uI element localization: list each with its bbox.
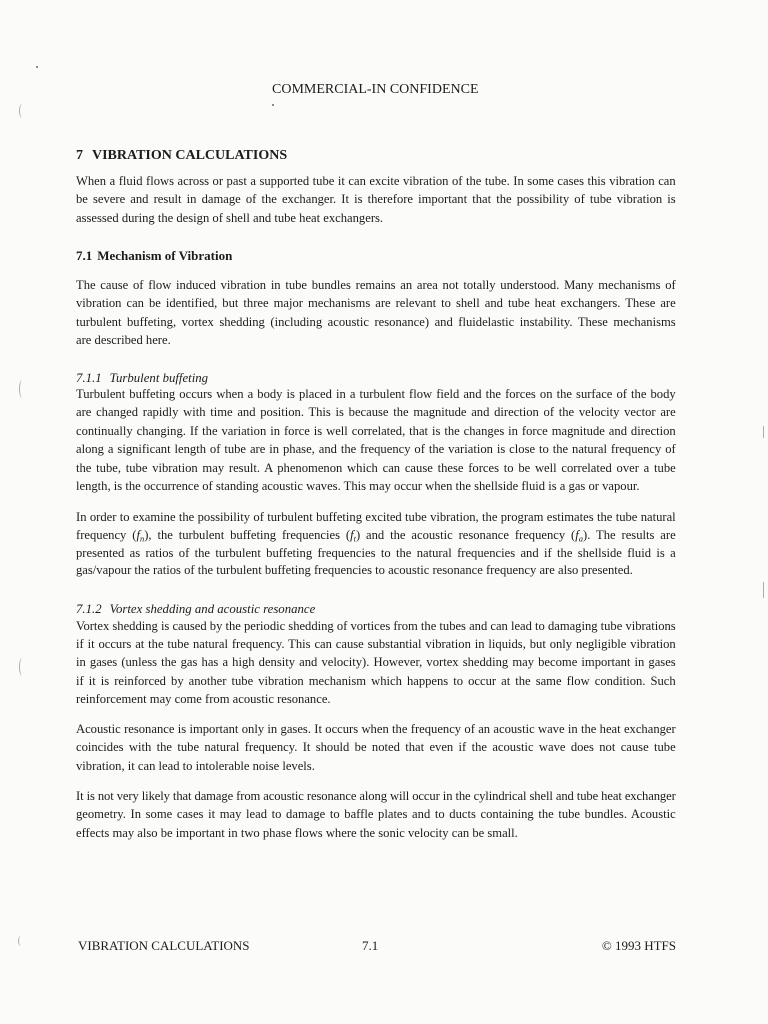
section-title: VIBRATION CALCULATIONS [92, 148, 288, 163]
text-line: in gases (unless the gas has a high density and velocity). However, vortex shedding may become important in gases [76, 655, 676, 670]
text-line: gas/vapour the ratios of the turbulent buffeting frequencies to acoustic resonance frequency are also presented. [76, 563, 633, 578]
footer-copyright: © 1993 HTFS [601, 938, 676, 953]
text-line: geometry. In some cases it may lead to damage to baffle plates and to ducts containing the tube bundles. Acoustic [76, 807, 676, 822]
text-line: In order to examine the possibility of turbulent buffeting excited tube vibration, the program estimates the tube natural [76, 510, 676, 524]
text-line: if it occurs at the tube natural frequency. This can cause substantial vibration in liquids, but only negligible vibration [76, 637, 676, 652]
binder-hole-mark [19, 104, 25, 118]
text-line: be severe and result in damage of the exchanger. It is therefore important that the possibility of tube vibration is [76, 192, 676, 207]
paragraph-vortex-shedding [76, 617, 676, 708]
text-line: turbulent buffeting, vortex shedding (including acoustic resonance) and fluidelastic instability. These mechanisms [76, 314, 676, 329]
text-line: When a fluid flows across or past a supported tube it can excite vibration of the tube. In some cases this vibration can [76, 174, 676, 188]
paragraph-mechanisms [76, 276, 676, 350]
paragraph-intro [76, 172, 676, 227]
binder-hole-mark [19, 658, 25, 676]
footer-chapter-title: VIBRATION CALCULATIONS [78, 938, 250, 953]
text-line: continually changing. If the variation in force is well correlated, that is the changes in force magnitude and direction [76, 423, 676, 438]
subsubsection-heading [76, 599, 315, 619]
text-line: assessed during the design of shell and tube heat exchangers. [76, 210, 384, 225]
turbulent-buffeting-frequency-symbol: f [350, 527, 354, 542]
subsubsection-number: 7.1.2 [76, 602, 102, 616]
binder-hole-mark [18, 936, 24, 946]
text-line: are changed rapidly with time and position. This is because the magnitude and direction of the velocity vector are [76, 405, 676, 420]
page-edge-mark [763, 426, 764, 438]
section-number: 7 [76, 148, 83, 163]
text-line: Acoustic resonance is important only in gases. It occurs when the frequency of an acoustic wave in the heat exchanger [76, 722, 676, 736]
subsubsection-title: Turbulent buffeting [109, 371, 209, 385]
footer-page-number: 7.1 [362, 938, 379, 953]
subsubsection-title: Vortex shedding and acoustic resonance [109, 602, 316, 616]
text-line: Vortex shedding is caused by the periodic shedding of vortices from the tubes and can lead to damaging tube vibrations [76, 619, 676, 633]
text-line: It is not very likely that damage from acoustic resonance along will occur in the cylindrical shell and tube heat exchanger [76, 789, 676, 803]
page-edge-mark [763, 582, 764, 598]
text-run: frequency ( [76, 527, 137, 542]
natural-frequency-symbol: f [136, 527, 140, 542]
scan-speck [272, 104, 274, 106]
text-line: reinforcement may come from acoustic resonance. [76, 691, 331, 706]
text-line: are described here. [76, 333, 171, 348]
subsubsection-number: 7.1.1 [76, 371, 102, 385]
paragraph-turbulent-buffeting [76, 385, 676, 495]
subsection-title: Mechanism of Vibration [97, 248, 233, 263]
paragraph-acoustic-resonance [76, 720, 676, 775]
binder-hole-mark [19, 380, 25, 398]
text-run: ). The results are [583, 527, 676, 542]
confidentiality-header: COMMERCIAL-IN CONFIDENCE [272, 82, 479, 97]
subsection-heading [76, 246, 232, 266]
text-run: ), the turbulent buffeting frequencies ( [144, 527, 351, 542]
acoustic-resonance-frequency-symbol: f [575, 527, 579, 542]
text-line: along a significant length of tube are in phase, and the frequency of the variation is close to the natural frequency of [76, 442, 676, 457]
turbulent-buffeting-frequency-subscript: t [353, 533, 356, 544]
text-line: effects may also be important in two phase flows where the sonic velocity can be small. [76, 825, 518, 840]
text-line: if it is reinforced by another tube vibration mechanism which happens to occur at the same flow condition. Such [76, 673, 676, 688]
text-line: length, is the occurrence of standing acoustic waves. This may occur when the shellside fluid is a gas or vapour. [76, 478, 640, 493]
text-line: the tube, tube vibration may result. A phenomenon which can cause these forces to be well correlated over a tube [76, 460, 676, 475]
text-line [76, 527, 676, 545]
text-line: vibration can be identified, but three major mechanisms are relevant to shell and tube heat exchangers. These are [76, 296, 676, 311]
text-run: ) and the acoustic resonance frequency ( [355, 527, 576, 542]
acoustic-resonance-frequency-subscript: a [578, 533, 584, 544]
text-line: presented as ratios of the turbulent buffeting frequencies to the natural frequencies and if the shellside fluid is a [76, 545, 676, 560]
scan-speck [36, 66, 38, 68]
text-line: vibration, it can lead to intolerable noise levels. [76, 758, 315, 773]
text-line: Turbulent buffeting occurs when a body is placed in a turbulent flow field and the forces on the surface of the body [76, 387, 676, 401]
text-line: coincides with the tube natural frequency. It should be noted that even if the acoustic wave does not cause tube [76, 740, 676, 755]
paragraph-acoustic-damage [76, 787, 676, 842]
subsection-number: 7.1 [76, 248, 93, 263]
text-line: The cause of flow induced vibration in tube bundles remains an area not totally understood. Many mechanisms of [76, 278, 676, 292]
section-heading [76, 146, 287, 166]
natural-frequency-subscript: n [139, 533, 145, 544]
paragraph-program-estimates [76, 509, 676, 580]
